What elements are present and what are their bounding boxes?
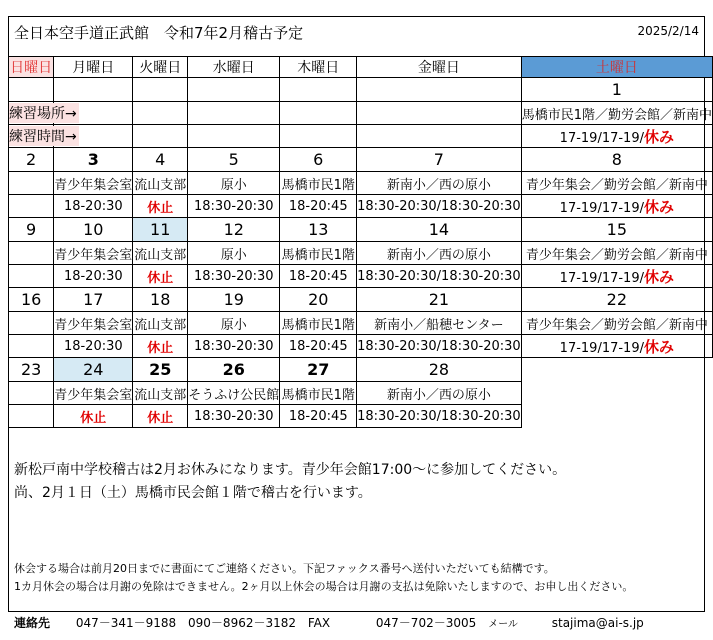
place-cell: 新南小／西の原小 [357, 172, 522, 195]
week2-time-row [9, 195, 713, 218]
day-cell: 27 [280, 358, 357, 382]
week2-place-row [9, 172, 713, 195]
time-cell: 18:30-20:30 [188, 405, 280, 428]
absence-policy [14, 560, 633, 596]
time-cell: 18-20:45 [280, 195, 357, 218]
place-cell: 新南小／西の原小 [357, 242, 522, 265]
place-cell: 青少年集会／勤労会館／新南中 [521, 312, 712, 335]
weekday-mon: 月曜日 [54, 57, 133, 78]
time-cell: 18-20:45 [280, 405, 357, 428]
weekday-fri: 金曜日 [357, 57, 522, 78]
day-cell: 19 [188, 288, 280, 312]
day-cell: 23 [9, 358, 54, 382]
place-cell: 青少年集会室 [54, 242, 133, 265]
policy-line-2: 1カ月休会の場合は月謝の免除はできません。2ヶ月以上休会の場合は月謝の支払は免除いたしますので、お申し出ください。 [14, 580, 634, 593]
day-cell: 3 [54, 148, 133, 172]
notice-line-2: 尚、2月１日（土）馬橋市民会館１階で稽古を行います。 [14, 485, 372, 501]
day-cell: 17 [54, 288, 133, 312]
day-cell: 15 [521, 218, 712, 242]
time-cell: 18-20:30 [54, 335, 133, 358]
week1-time-row [9, 125, 713, 148]
weekday-header-row [9, 57, 713, 78]
weekday-wed: 水曜日 [188, 57, 280, 78]
day-cell: 24 [54, 358, 133, 382]
week5-place-row [9, 382, 713, 405]
time-cell: 休止 [133, 405, 188, 428]
place-cell: 青少年集会／勤労会館／新南中 [521, 242, 712, 265]
time-cell: 17-19/17-19/休み [521, 265, 712, 288]
place-cell: 新南小／西の原小 [357, 382, 522, 405]
phone-2: 090－8962－3182 [188, 616, 297, 630]
day-cell: 7 [357, 148, 522, 172]
fax-label: FAX [307, 616, 331, 630]
time-cell: 18:30-20:30 [188, 335, 280, 358]
time-cell: 17-19/17-19/休み [521, 125, 712, 148]
time-cell: 18-20:45 [280, 335, 357, 358]
place-cell: 馬橋市民1階 [280, 312, 357, 335]
time-cell: 18:30-20:30/18:30-20:30 [357, 265, 522, 288]
week1-place-row [9, 102, 713, 125]
policy-line-1: 休会する場合は前月20日までに書面にてご連絡ください。下記ファックス番号へ送付いただいても結構です。 [14, 562, 555, 575]
place-cell: 青少年集会室 [54, 312, 133, 335]
week5-time-row [9, 405, 713, 428]
day-cell: 12 [188, 218, 280, 242]
notice-line-1: 新松戸南中学校稽古は2月お休みになります。青少年会館17:00～に参加してください。 [14, 462, 567, 478]
place-cell: 流山支部 [133, 312, 188, 335]
week3-time-row [9, 265, 713, 288]
fax-number: 047－702－3005 [375, 616, 477, 630]
place-cell: 流山支部 [133, 382, 188, 405]
place-cell: 青少年集会室 [54, 172, 133, 195]
week4-day-row [9, 288, 713, 312]
time-cell: 18-20:30 [54, 195, 133, 218]
weekday-thu: 木曜日 [280, 57, 357, 78]
page-title: 全日本空手道正武館 令和7年2月稽古予定 [14, 24, 304, 42]
time-cell: 18:30-20:30/18:30-20:30 [357, 335, 522, 358]
time-cell: 休止 [133, 195, 188, 218]
week3-day-row [9, 218, 713, 242]
issue-date: 2025/2/14 [637, 24, 699, 38]
place-cell: 新南小／船穂センター [357, 312, 522, 335]
day-cell: 26 [188, 358, 280, 382]
weekday-tue: 火曜日 [133, 57, 188, 78]
time-cell: 17-19/17-19/休み [521, 195, 712, 218]
place-cell: そうふけ公民館 [188, 382, 280, 405]
place-cell: 原小 [188, 242, 280, 265]
day-cell: 4 [133, 148, 188, 172]
contact-label: 連絡先 [14, 616, 51, 630]
place-cell: 馬橋市民1階 [280, 242, 357, 265]
place-cell: 流山支部 [133, 242, 188, 265]
place-label: 練習場所→ [9, 103, 79, 123]
place-cell: 馬橋市民1階 [280, 382, 357, 405]
week5-day-row [9, 358, 713, 382]
day-cell: 13 [280, 218, 357, 242]
notice-block [14, 459, 566, 505]
day-cell: 20 [280, 288, 357, 312]
day-cell: 9 [9, 218, 54, 242]
place-cell: 原小 [188, 172, 280, 195]
day-cell: 25 [133, 358, 188, 382]
day-cell: 21 [357, 288, 522, 312]
day-cell: 16 [9, 288, 54, 312]
time-cell: 18-20:45 [280, 265, 357, 288]
day-cell: 28 [357, 358, 522, 382]
phone-1: 047－341－9188 [75, 616, 177, 630]
week2-day-row [9, 148, 713, 172]
time-cell: 休止 [133, 335, 188, 358]
place-cell: 馬橋市民1階／勤労会館／新南中 [521, 102, 712, 125]
day-cell: 1 [521, 78, 712, 102]
day-cell: 22 [521, 288, 712, 312]
weekday-sat: 土曜日 [521, 57, 712, 78]
time-cell: 18:30-20:30/18:30-20:30 [357, 195, 522, 218]
place-cell: 流山支部 [133, 172, 188, 195]
contact-line [14, 614, 644, 631]
time-cell: 18-20:30 [54, 265, 133, 288]
time-cell: 18:30-20:30 [188, 265, 280, 288]
time-cell: 休止 [133, 265, 188, 288]
place-cell: 原小 [188, 312, 280, 335]
time-cell: 18:30-20:30/18:30-20:30 [357, 405, 522, 428]
day-cell: 2 [9, 148, 54, 172]
week4-place-row [9, 312, 713, 335]
time-cell: 18:30-20:30 [188, 195, 280, 218]
mail-label: メール [488, 619, 518, 630]
day-cell: 14 [357, 218, 522, 242]
time-cell: 17-19/17-19/休み [521, 335, 712, 358]
time-label: 練習時間→ [9, 126, 79, 146]
place-cell: 青少年集会室 [54, 382, 133, 405]
day-cell: 18 [133, 288, 188, 312]
place-cell: 馬橋市民1階 [280, 172, 357, 195]
week4-time-row [9, 335, 713, 358]
calendar-table [8, 56, 713, 428]
day-cell: 8 [521, 148, 712, 172]
day-cell: 5 [188, 148, 280, 172]
place-cell: 青少年集会／勤労会館／新南中 [521, 172, 712, 195]
day-cell: 11 [133, 218, 188, 242]
mail-address: stajima@ai-s.jp [551, 616, 644, 630]
week1-day-row [9, 78, 713, 102]
time-cell: 休止 [54, 405, 133, 428]
day-cell: 10 [54, 218, 133, 242]
weekday-sun: 日曜日 [9, 57, 54, 78]
week3-place-row [9, 242, 713, 265]
day-cell: 6 [280, 148, 357, 172]
